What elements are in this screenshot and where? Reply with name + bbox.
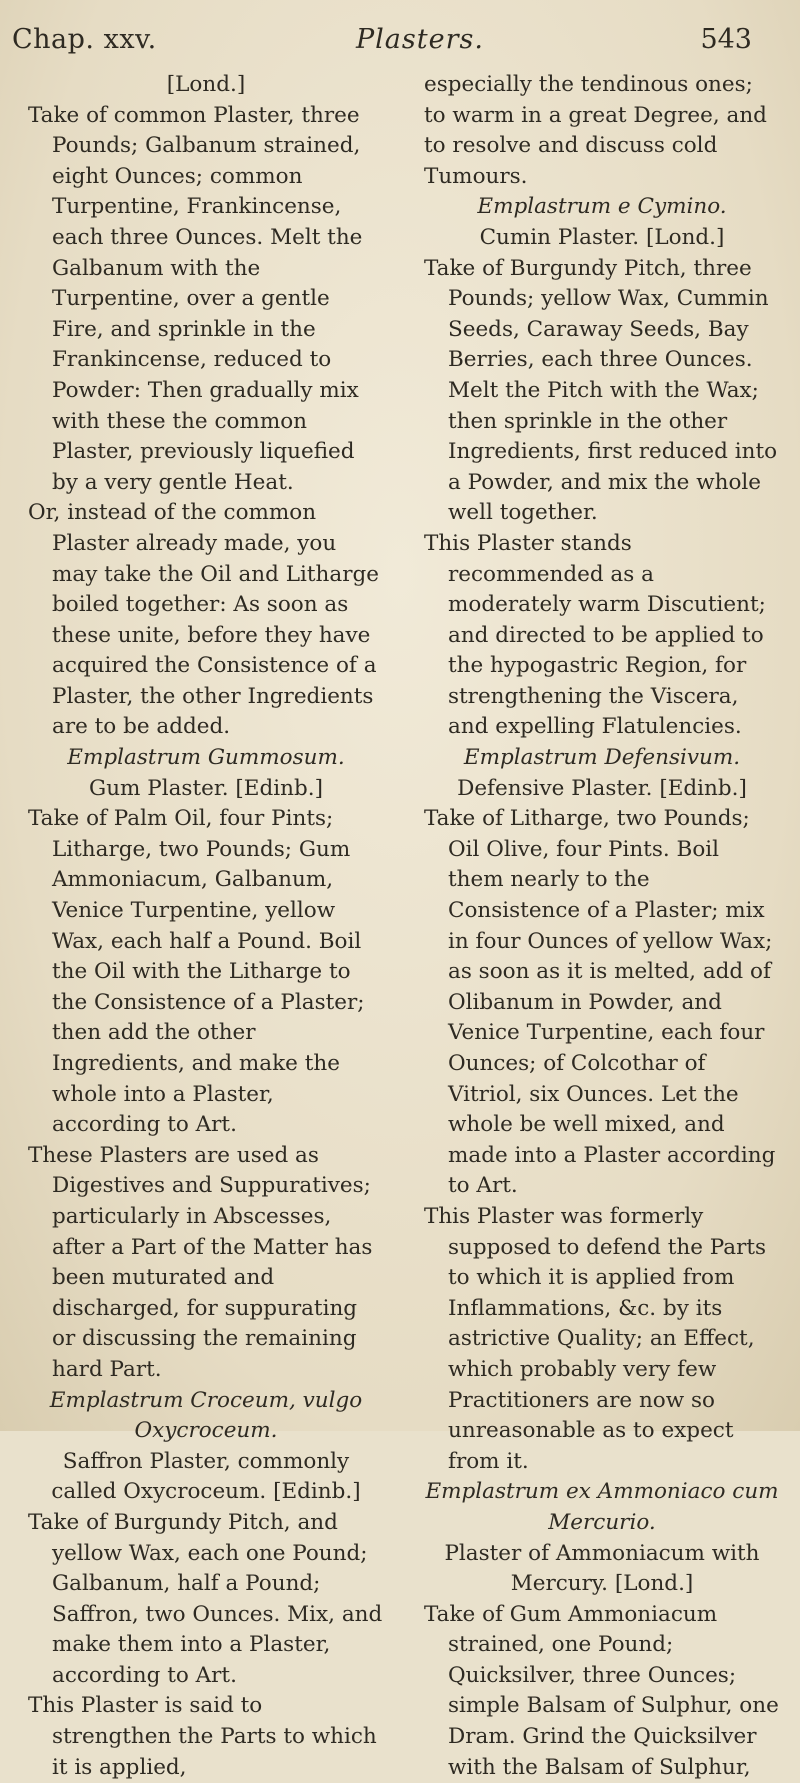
paragraph: This Plaster is said to strengthen the Parts to which it is applied,: [28, 1693, 377, 1780]
paragraph: Take of Palm Oil, four Pints; Litharge, two Pounds; Gum Ammoniacum, Galbanum, Venice Turpentine, yellow Wax, each half a Pound. Boil the Oil with the Litharge to the Consistence of a Plaster; then add the other Ingredients, and make the whole into a Plaster, according to Art.: [28, 806, 365, 1138]
paragraph: This Plaster stands recommended as a moderately warm Discutient; and directed to be applied to the hypogastric Region, for strengthening the Viscera, and expelling Flatulencies.: [424, 530, 766, 740]
recipe-heading: Emplastrum Gummosum.: [67, 745, 345, 771]
recipe-heading: Emplastrum Defensivum.: [463, 745, 741, 771]
running-title: Plasters.: [356, 24, 484, 55]
paragraph: Take of Burgundy Pitch, and yellow Wax, each one Pound; Galbanum, half a Pound; Saffron, two Ounces. Mix, and make them into a Plaster, according to Art.: [28, 1509, 383, 1688]
page-number: 543: [700, 24, 752, 55]
running-header: [12, 10, 782, 70]
chapter-label: Chap. xxv.: [12, 24, 157, 55]
recipe-subheading: Cumin Plaster. [Lond.]: [479, 224, 725, 250]
recipe-heading: Emplastrum Croceum, vulgo Oxycroceum.: [49, 1387, 363, 1444]
paragraph: Take of Burgundy Pitch, three Pounds; yellow Wax, Cummin Seeds, Caraway Seeds, Bay Berries, each three Ounces. Melt the Pitch with the Wax; then sprinkle in the other Ingredients, first reduced into a Powder, and mix the whole well together.: [424, 255, 778, 526]
paragraph: especially the tendinous ones; to warm in a great Degree, and to resolve and discuss cold Tumours.: [424, 72, 767, 189]
recipe-subheading: Gum Plaster. [Edinb.]: [89, 775, 323, 801]
recipe-heading: Emplastrum ex Ammoniaco cum Mercurio.: [425, 1479, 779, 1535]
recipe-heading: Emplastrum e Cymino.: [477, 194, 727, 220]
paragraph: Take of Gum Ammoniacum strained, one Pound; Quicksilver, three Ounces; simple Balsam of Sulphur, one Dram. Grind the Quicksilver with the Balsam of Sulphur,: [424, 1601, 779, 1780]
paragraph: Take of common Plaster, three Pounds; Galbanum strained, eight Ounces; common Turpentine, Frankincense, each three Ounces. Melt the Galbanum with the Turpentine, over a gentle Fire, and sprinkle in the Frankincense, reduced to Powder: Then gradually mix with these the common Plaster, previously liquefied by a very gentle Heat.: [28, 102, 363, 495]
left-column: [28, 70, 384, 1783]
recipe-subheading: Saffron Plaster, commonly called Oxycroceum. [Edinb.]: [51, 1448, 361, 1505]
paragraph: Or, instead of the common Plaster already made, you may take the Oil and Litharge boiled together: As soon as these unite, before they have acquired the Consistence of a Plaster, the other Ingredients are to be added.: [28, 500, 379, 740]
source-note: [Lond.]: [166, 72, 246, 97]
recipe-subheading: Plaster of Ammoniacum with Mercury. [Lond.]: [444, 1540, 760, 1597]
paragraph: Take of Litharge, two Pounds; Oil Olive, four Pints. Boil them nearly to the Consistence of a Plaster; mix in four Ounces of yellow Wax; as soon as it is melted, add of Olibanum in Powder, and Venice Turpentine, each four Ounces; of Colcothar of Vitriol, six Ounces. Let the whole be well mixed, and made into a Plaster according to Art.: [424, 806, 776, 1199]
paragraph: These Plasters are used as Digestives and Suppuratives; particularly in Abscesses, after a Part of the Matter has been muturated and discharged, for suppurating or discussing the remaining hard Part.: [28, 1142, 373, 1382]
recipe-subheading: Defensive Plaster. [Edinb.]: [457, 775, 747, 801]
paragraph: This Plaster was formerly supposed to defend the Parts to which it is applied from Inflammations, &c. by its astrictive Quality; an Effect, which probably very few Practitioners are now so unreasonable as to expect from it.: [424, 1203, 767, 1474]
right-column: [424, 70, 780, 1783]
